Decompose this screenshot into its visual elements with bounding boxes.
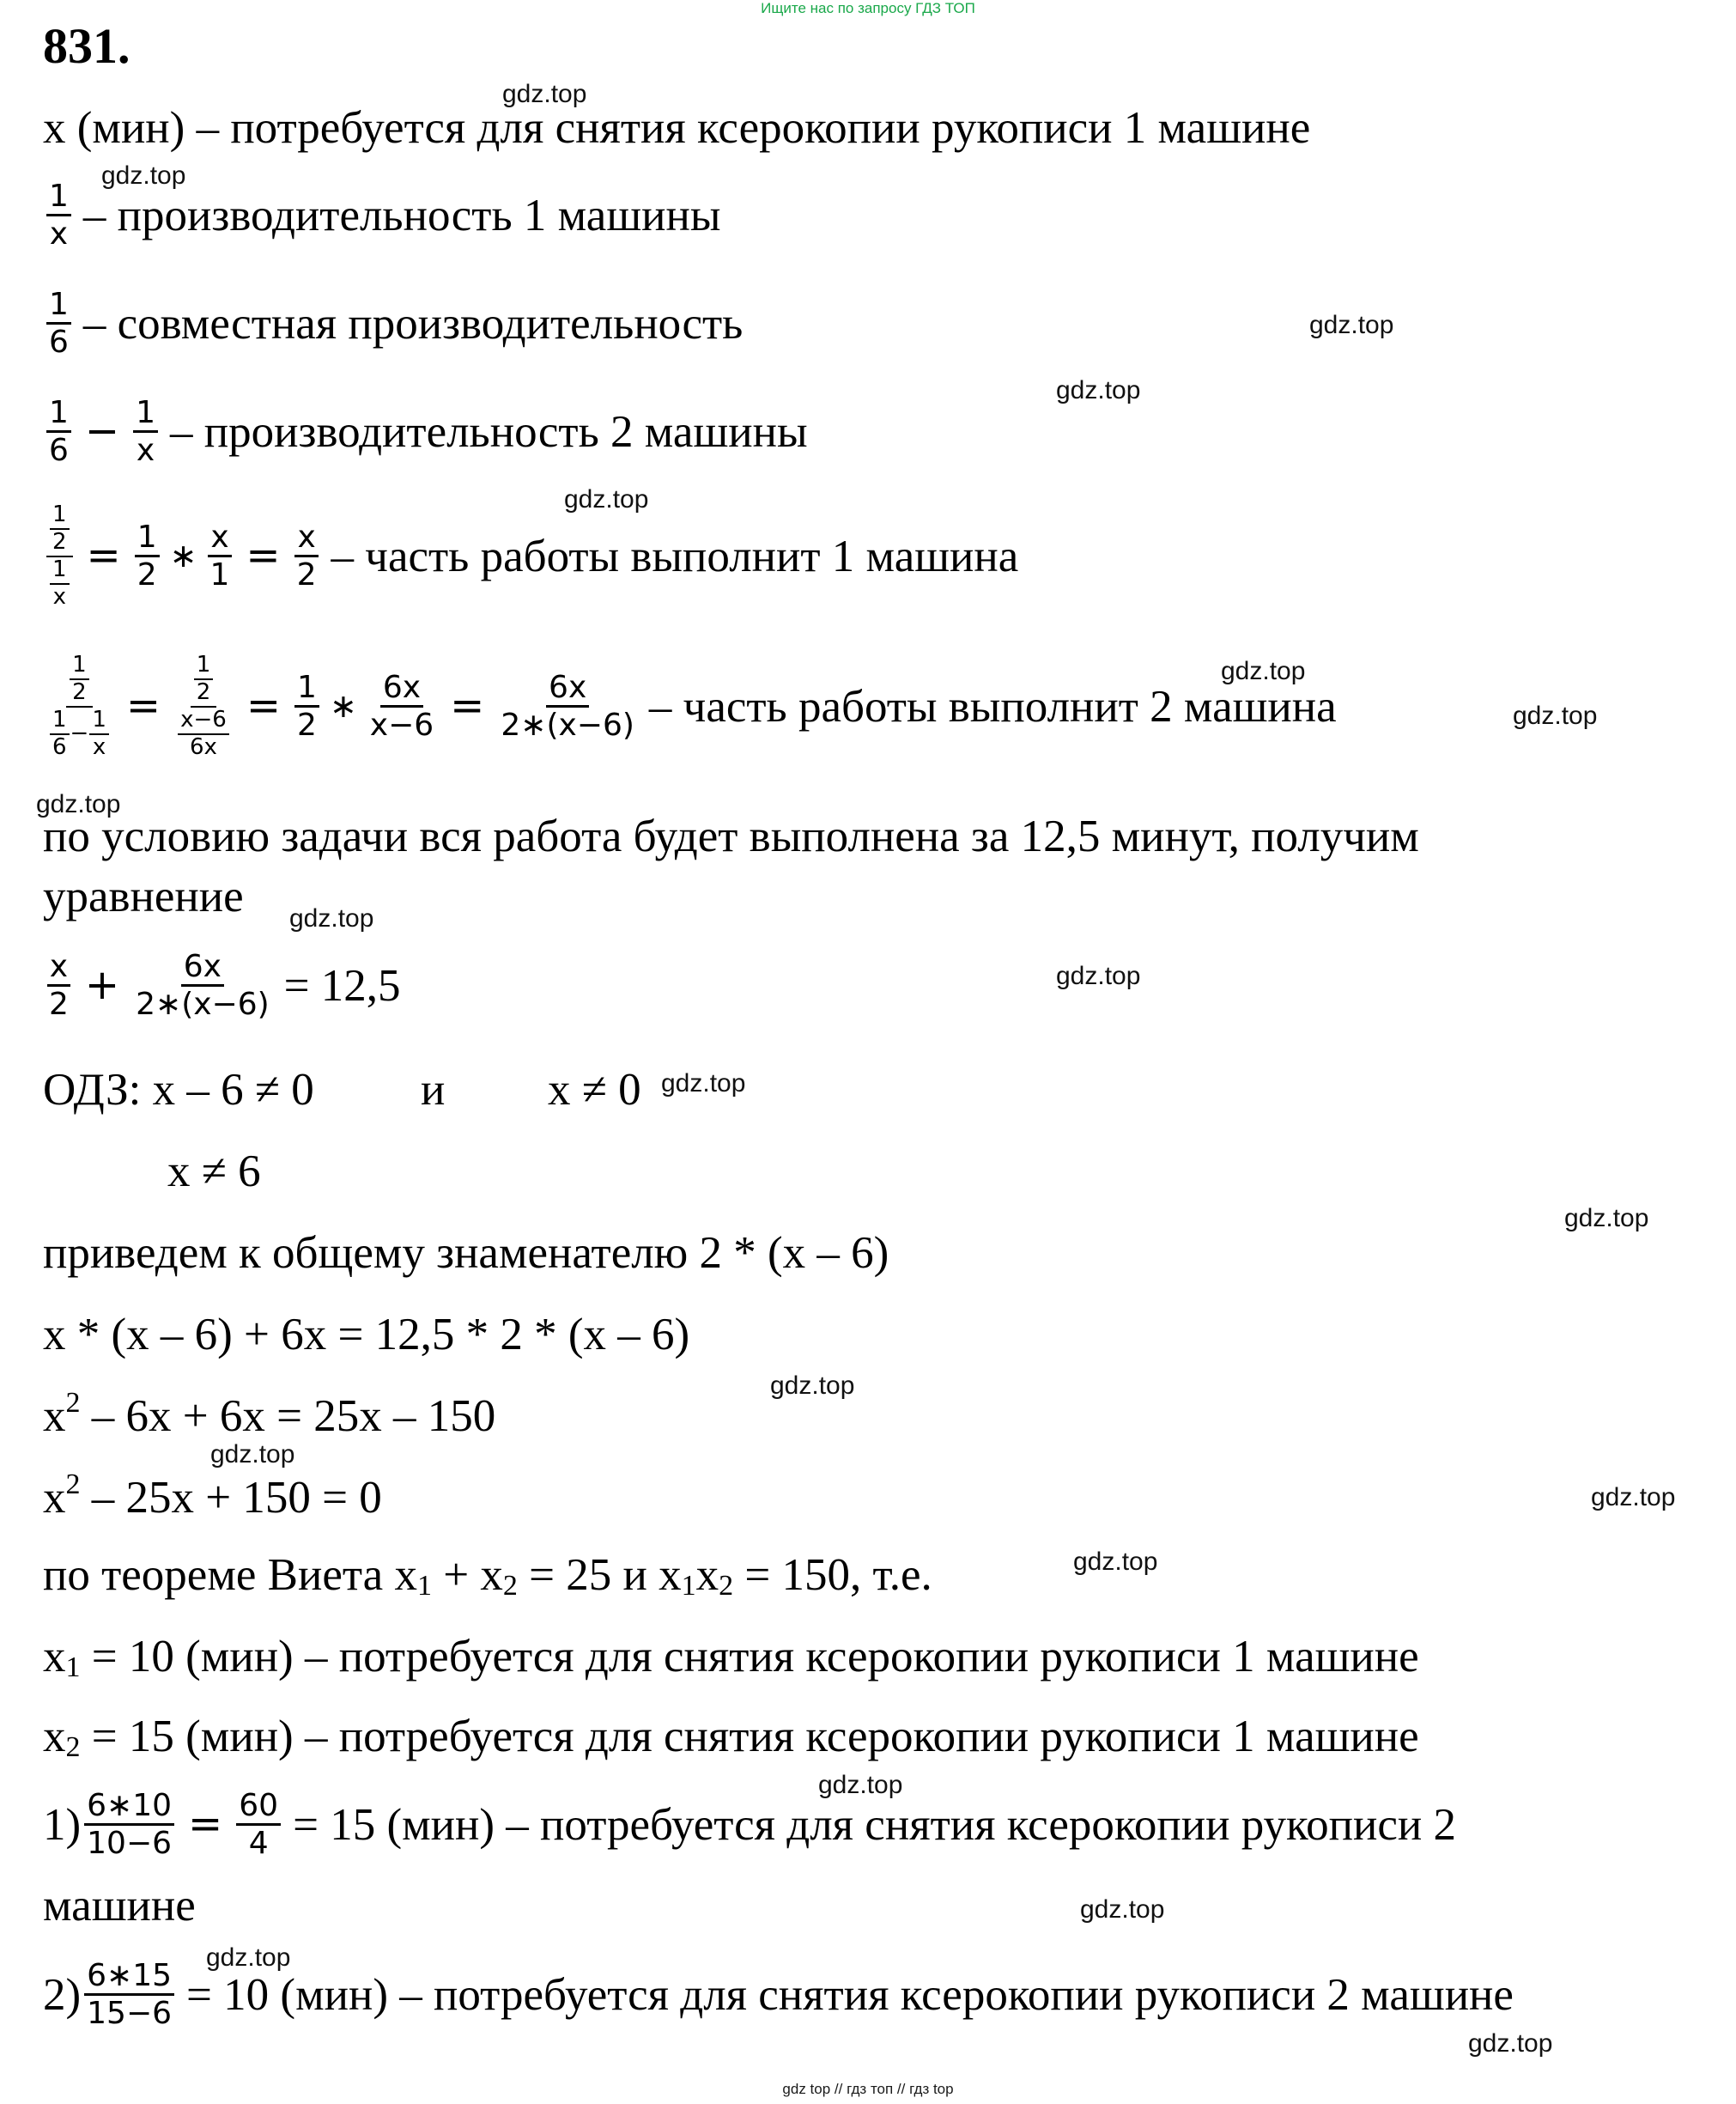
case-label: 2) — [43, 1969, 82, 2020]
watermark: gdz.top — [564, 485, 649, 514]
line-common-denominator: приведем к общему знаменателю 2 * (x – 6) — [43, 1228, 889, 1278]
fraction-x-over-2 — [294, 520, 319, 593]
minus-sign: − — [84, 407, 120, 456]
fraction-90-over-9-source — [84, 1958, 174, 2032]
line-work-part-2 — [43, 653, 1337, 761]
index: 2 — [719, 1570, 734, 1602]
line-quadratic-1 — [43, 1387, 495, 1441]
power: 2 — [65, 1469, 81, 1500]
fraction-1-over-2 — [70, 653, 89, 706]
compound-fraction — [46, 653, 112, 761]
denominator: 2 — [296, 557, 317, 593]
numerator: 6x — [181, 949, 224, 987]
power: 2 — [65, 1387, 81, 1419]
fraction-1-over-x — [133, 395, 158, 469]
term: – 6x + 6x = 25x – 150 — [80, 1391, 496, 1441]
numerator — [46, 502, 73, 557]
term: по теореме Виета x — [43, 1550, 417, 1600]
term: = 25 и x — [517, 1550, 682, 1600]
denominator: 2 — [297, 708, 317, 744]
watermark: gdz.top — [101, 161, 186, 190]
line-root-2 — [43, 1712, 1419, 1763]
line-text: – совместная производительность — [82, 298, 744, 349]
term: x — [43, 1473, 66, 1523]
fraction-x-over-2 — [46, 949, 71, 1023]
index: 1 — [681, 1570, 696, 1602]
equals-sign: = — [86, 532, 121, 581]
fraction-1-over-2 — [50, 502, 70, 556]
fraction-1-over-6 — [46, 395, 71, 469]
line-work-part-1 — [43, 502, 1018, 611]
fraction-60-over-4-source — [84, 1788, 174, 1862]
line-odz-result: x ≠ 6 — [167, 1146, 261, 1196]
term: = 150, т.е. — [733, 1550, 932, 1600]
numerator: 6x — [546, 670, 589, 708]
numerator: 1 — [46, 179, 71, 216]
denominator: 6 — [49, 433, 69, 469]
watermark: gdz.top — [1221, 657, 1306, 685]
index: 2 — [65, 1731, 81, 1763]
numerator: 1 — [135, 520, 160, 557]
line-case-1 — [43, 1788, 1456, 1862]
fraction-1-over-x — [89, 708, 109, 761]
line-productivity-2 — [43, 395, 808, 469]
case-label: 1) — [43, 1799, 82, 1850]
fraction-x-over-1 — [208, 520, 233, 593]
fraction-1-over-x — [46, 179, 71, 252]
denominator: 2∗(x−6) — [136, 987, 270, 1023]
numerator: 6∗10 — [84, 1788, 174, 1826]
watermark: gdz.top — [1468, 2029, 1553, 2058]
denominator: 1 — [209, 557, 230, 593]
denominator: 2 — [72, 678, 87, 705]
watermark: gdz.top — [661, 1069, 746, 1098]
watermark: gdz.top — [1309, 311, 1394, 339]
denominator: x — [92, 733, 106, 760]
line-text: – часть работы выполнит 2 машина — [648, 681, 1337, 732]
fraction-1-over-2 — [294, 670, 319, 744]
denominator: 2 — [52, 528, 67, 555]
numerator: 1 — [133, 395, 158, 433]
top-banner[interactable]: Ищите нас по запросу ГДЗ ТОП — [761, 0, 975, 16]
term: x — [695, 1550, 719, 1600]
denominator — [46, 708, 112, 761]
watermark: gdz.top — [1056, 962, 1141, 990]
numerator: 1 — [46, 287, 71, 325]
line-joint-productivity — [43, 287, 743, 361]
denominator: 15−6 — [87, 1996, 173, 2032]
watermark: gdz.top — [770, 1371, 855, 1400]
denominator: 6 — [49, 325, 69, 361]
denominator: 6x — [190, 733, 217, 760]
numerator: 6∗15 — [84, 1958, 174, 1996]
equals-sign: = — [450, 682, 485, 731]
numerator: 1 — [194, 653, 214, 680]
line-odz-and: и — [421, 1065, 446, 1115]
denominator: 10−6 — [87, 1826, 173, 1862]
numerator: 1 — [89, 708, 109, 735]
term: + x — [431, 1550, 503, 1600]
line-text: = 15 (мин) – потребуется для снятия ксерокопии рукописи 2 — [293, 1799, 1456, 1850]
watermark: gdz.top — [818, 1771, 903, 1799]
fraction-1-over-x — [50, 557, 70, 611]
denominator: x — [136, 433, 155, 469]
numerator: x — [47, 949, 70, 987]
watermark: gdz.top — [1073, 1548, 1158, 1576]
line-root-1 — [43, 1632, 1419, 1683]
term: = 10 (мин) – потребуется для снятия ксерокопии рукописи 1 машине — [80, 1632, 1419, 1681]
fraction-6x-over-2x6 — [133, 949, 272, 1023]
index: 1 — [65, 1651, 81, 1683]
plus-sign: + — [84, 961, 120, 1010]
term: x — [43, 1391, 66, 1441]
numerator: 1 — [70, 653, 89, 680]
numerator: 1 — [50, 502, 70, 530]
fraction-1-over-2 — [194, 653, 214, 706]
fraction-1-over-6 — [46, 287, 71, 361]
index: 1 — [416, 1570, 432, 1602]
problem-number: 831. — [43, 18, 131, 74]
numerator: 60 — [236, 1788, 281, 1826]
denominator: 6 — [52, 733, 67, 760]
line-text: = 12,5 — [283, 960, 401, 1011]
line-expanded: x * (x – 6) + 6x = 12,5 * 2 * (x – 6) — [43, 1310, 690, 1359]
equals-sign: = — [188, 1800, 223, 1849]
fraction-6x-over-x6 — [367, 670, 436, 744]
numerator: 1 — [294, 670, 319, 708]
line-vieta — [43, 1550, 932, 1602]
numerator — [191, 653, 217, 708]
line-quadratic-2 — [43, 1469, 382, 1523]
fraction-x6-over-6x — [178, 708, 229, 761]
compound-fraction — [46, 502, 73, 611]
fraction-60-over-4 — [236, 1788, 281, 1862]
numerator: x — [294, 520, 318, 557]
line-text: – производительность 2 машины — [170, 406, 808, 457]
equals-sign: = — [246, 682, 282, 731]
watermark: gdz.top — [36, 790, 121, 818]
numerator: 6x — [380, 670, 423, 708]
watermark: gdz.top — [1513, 702, 1598, 730]
denominator — [174, 708, 233, 761]
line-text: – производительность 1 машины — [82, 190, 721, 240]
term: x — [43, 1632, 66, 1681]
watermark: gdz.top — [289, 904, 374, 933]
denominator: x−6 — [369, 708, 434, 744]
numerator — [66, 653, 93, 708]
line-text: = 10 (мин) – потребуется для снятия ксерокопии рукописи 2 машине — [186, 1969, 1514, 2020]
watermark: gdz.top — [1080, 1895, 1165, 1924]
fraction-6x-over-2x6 — [498, 670, 637, 744]
equals-sign: = — [246, 532, 281, 581]
numerator: 1 — [50, 708, 70, 735]
fraction-1-over-6 — [50, 708, 70, 761]
line-case-1-cont: машине — [43, 1881, 196, 1931]
times-sign: ∗ — [169, 536, 197, 575]
numerator: 1 — [46, 395, 71, 433]
watermark: gdz.top — [1564, 1204, 1649, 1232]
line-odz-right: x ≠ 0 — [548, 1065, 641, 1115]
denominator: 2∗(x−6) — [501, 708, 634, 744]
minus-sign: − — [70, 720, 89, 746]
denominator — [46, 557, 73, 611]
times-sign: ∗ — [329, 686, 357, 725]
watermark: gdz.top — [206, 1943, 291, 1972]
line-condition: по условию задачи вся работа будет выполнена за 12,5 минут, получим — [43, 812, 1419, 861]
term: – 25x + 150 = 0 — [80, 1473, 382, 1523]
numerator: x — [208, 520, 231, 557]
term: x — [43, 1712, 66, 1761]
denominator: 4 — [248, 1826, 269, 1862]
term: = 15 (мин) – потребуется для снятия ксерокопии рукописи 1 машине — [80, 1712, 1419, 1761]
numerator: 1 — [50, 557, 70, 585]
index: 2 — [502, 1570, 518, 1602]
denominator: 2 — [196, 678, 211, 705]
numerator: x−6 — [178, 708, 229, 735]
denominator: 2 — [137, 557, 157, 593]
footer-links[interactable]: gdz top // гдз топ // гдз top — [782, 2081, 954, 2097]
watermark: gdz.top — [1056, 376, 1141, 404]
denominator: x — [49, 216, 69, 252]
compound-fraction — [174, 653, 233, 761]
watermark: gdz.top — [210, 1440, 295, 1469]
watermark: gdz.top — [1591, 1483, 1676, 1511]
equals-sign: = — [125, 682, 161, 731]
line-equation — [43, 949, 401, 1023]
line-text: – часть работы выполнит 1 машина — [331, 531, 1019, 581]
line-definition-x: x (мин) – потребуется для снятия ксерокопии рукописи 1 машине — [43, 103, 1311, 153]
denominator: x — [52, 583, 66, 610]
denominator: 2 — [49, 987, 69, 1023]
line-condition-cont: уравнение — [43, 872, 244, 921]
fraction-1-over-2 — [135, 520, 160, 593]
line-odz-left: ОДЗ: x – 6 ≠ 0 — [43, 1065, 314, 1115]
watermark: gdz.top — [502, 80, 587, 108]
